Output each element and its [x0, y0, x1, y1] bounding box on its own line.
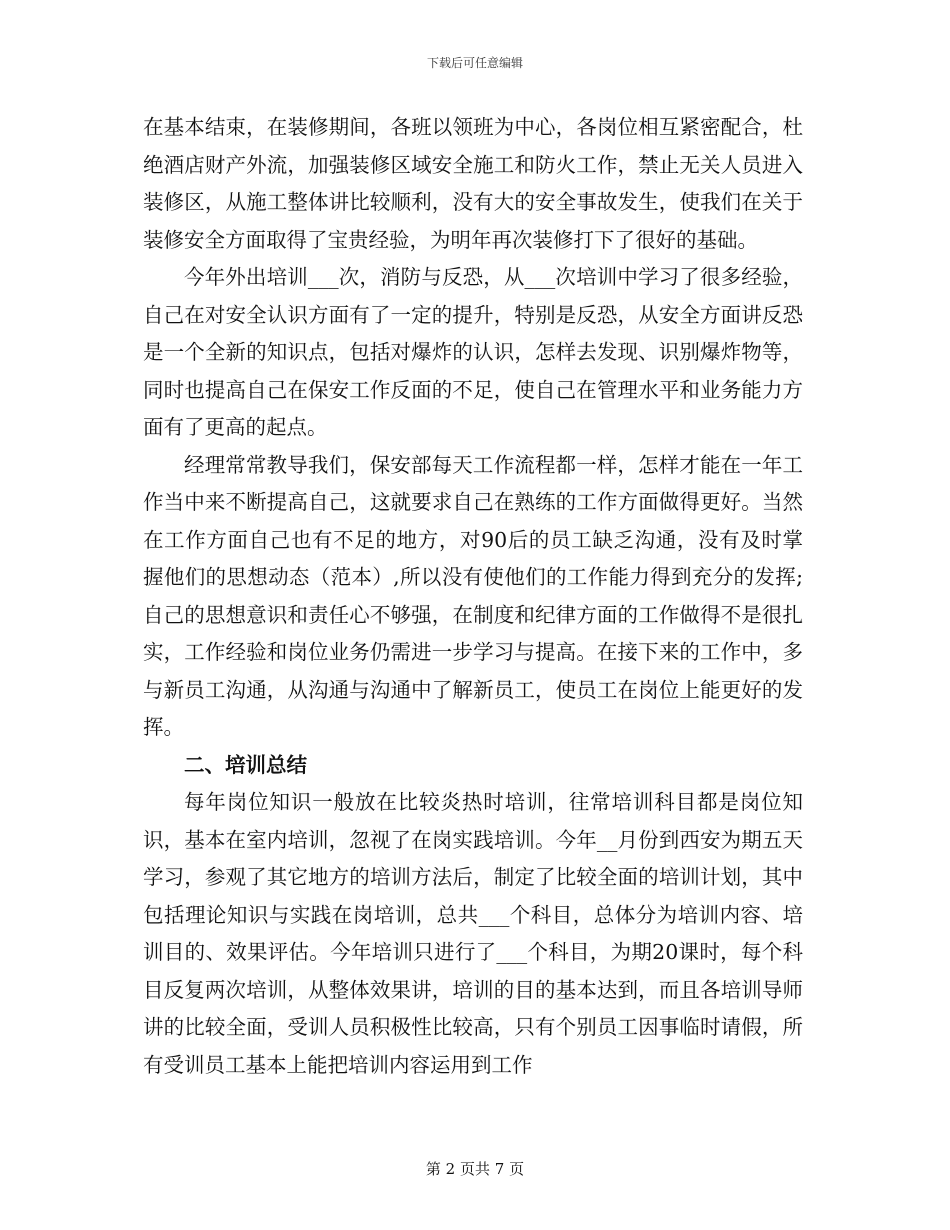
document-body: [143, 109, 803, 1084]
paragraph-external-training: 今年外出培训___次，消防与反恐，从___次培训中学习了很多经验，自己在对安全认识方面有了一定的提升，特别是反恐，从安全方面讲反恐是一个全新的知识点，包括对爆炸的认识，怎样去发现、识别爆炸物等，同时也提高自己在保安工作反面的不足，使自己在管理水平和业务能力方面有了更高的起点。: [143, 265, 803, 439]
paragraph-renovation-continued: 在基本结束，在装修期间，各班以领班为中心，各岗位相互紧密配合，杜绝酒店财产外流，加强装修区域安全施工和防火工作，禁止无关人员进入装修区，从施工整体讲比较顺利，没有大的安全事故发生，使我们在关于装修安全方面取得了宝贵经验，为明年再次装修打下了很好的基础。: [143, 115, 803, 252]
section-heading-training-summary: 二、培训总结: [184, 752, 307, 777]
paragraph-training-summary: 每年岗位知识一般放在比较炎热时培训，往常培训科目都是岗位知识，基本在室内培训，忽视了在岗实践培训。今年__月份到西安为期五天学习，参观了其它地方的培训方法后，制定了比较全面的培训计划，其中包括理论知识与实践在岗培训，总共___个科目，总体分为培训内容、培训目的、效果评估。今年培训只进行了___个科目，为期20课时，每个科目反复两次培训，从整体效果讲，培训的目的基本达到，而且各培训导师讲的比较全面，受训人员积极性比较高，只有个别员工因事临时请假，所有受训员工基本上能把培训内容运用到工作: [143, 790, 803, 1077]
page-header: 下载后可任意编辑: [426, 56, 523, 70]
page-footer: 第 2 页共 7 页: [425, 1160, 525, 1178]
paragraph-self-improvement: 经理常常教导我们，保安部每天工作流程都一样，怎样才能在一年工作当中来不断提高自己，这就要求自己在熟练的工作方面做得更好。当然在工作方面自己也有不足的地方，对90后的员工缺乏沟通，没有及时掌握他们的思想动态（范本）,所以没有使他们的工作能力得到充分的发挥;自己的思想意识和责任心不够强，在制度和纪律方面的工作做得不是很扎实，工作经验和岗位业务仍需进一步学习与提高。在接下来的工作中，多与新员工沟通，从沟通与沟通中了解新员工，使员工在岗位上能更好的发挥。: [143, 452, 803, 739]
